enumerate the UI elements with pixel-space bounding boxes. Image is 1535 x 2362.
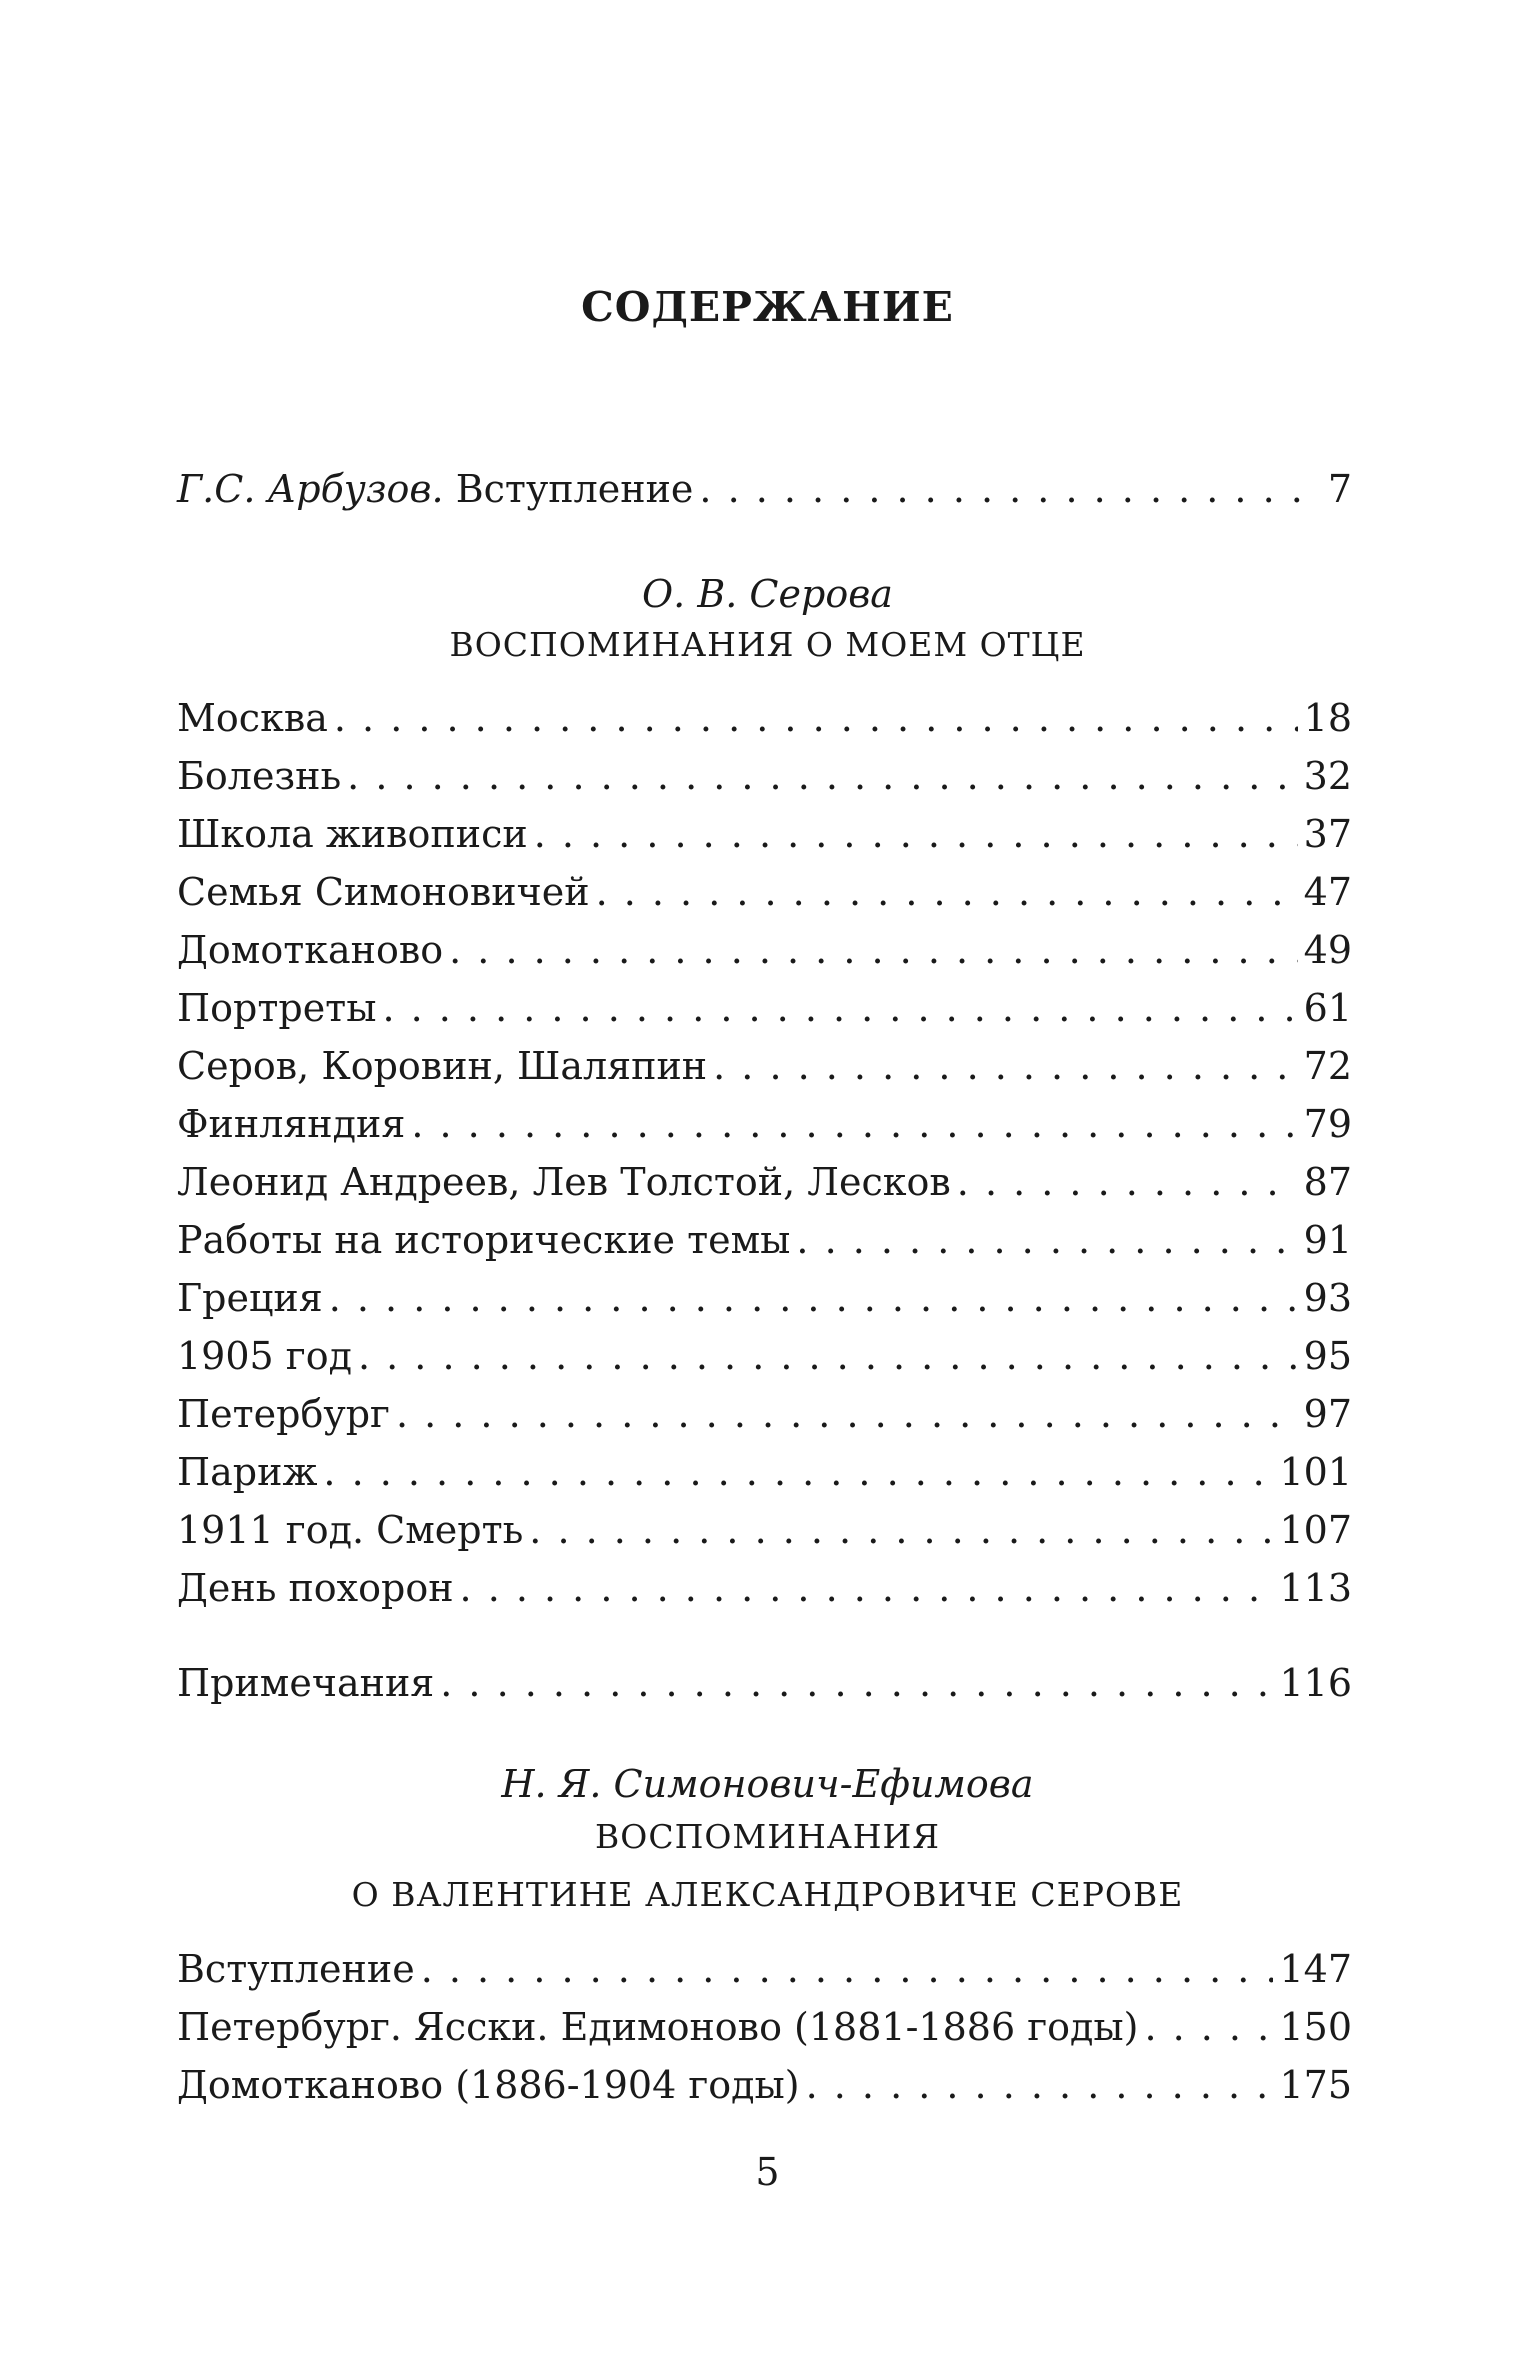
- dot-leader: [957, 1159, 1298, 1205]
- toc-entry: [177, 1333, 1352, 1379]
- toc-entry-label: Вступление: [177, 1947, 415, 1991]
- toc-entry-label: Домотканово: [177, 928, 444, 972]
- toc-entry-label: Финляндия: [177, 1102, 406, 1146]
- toc-entry-label: Греция: [177, 1276, 323, 1320]
- dot-leader: [699, 466, 1321, 512]
- toc-entry-page: 49: [1303, 928, 1352, 972]
- dot-leader: [421, 1946, 1274, 1992]
- toc-entry-label: Москва: [177, 696, 328, 740]
- dot-leader: [411, 1101, 1297, 1147]
- dot-leader: [440, 1660, 1273, 1706]
- toc-entry-page: 32: [1303, 754, 1352, 798]
- toc-entry: [177, 1217, 1352, 1263]
- dot-leader: [382, 985, 1297, 1031]
- toc-entry-label: Работы на исторические темы: [177, 1218, 791, 1262]
- toc-entry-page: 93: [1303, 1276, 1352, 1320]
- toc-entry-page: 18: [1303, 696, 1352, 740]
- dot-leader: [358, 1333, 1298, 1379]
- toc-entry: [177, 2004, 1352, 2050]
- toc-entry: [177, 695, 1352, 741]
- toc-entry: [177, 1565, 1352, 1611]
- toc-entry: [177, 1507, 1352, 1553]
- dot-leader: [334, 695, 1298, 741]
- toc-entry: [177, 1043, 1352, 1089]
- dot-leader: [396, 1391, 1298, 1437]
- dot-leader: [796, 1217, 1297, 1263]
- toc-entry-label: Семья Симоновичей: [177, 870, 590, 914]
- dot-leader: [596, 869, 1298, 915]
- toc-entry-label: 1905 год: [177, 1334, 352, 1378]
- toc-entry: [177, 1159, 1352, 1205]
- toc-entry-page: 107: [1279, 1508, 1352, 1552]
- dot-leader: [806, 2062, 1274, 2108]
- toc-entry: [177, 985, 1352, 1031]
- toc-entry-label: Г.С. Арбузов. Вступление: [177, 467, 694, 511]
- toc-entry-page: 147: [1279, 1947, 1352, 1991]
- toc-entry-page: 150: [1279, 2005, 1352, 2049]
- toc-entry-page: 7: [1327, 467, 1352, 511]
- dot-leader: [534, 811, 1298, 857]
- toc-entry: [177, 753, 1352, 799]
- toc-entry-label: Школа живописи: [177, 812, 528, 856]
- toc-entry-page: 87: [1303, 1160, 1352, 1204]
- section-heading: ВОСПОМИНАНИЯ О МОЕМ ОТЦЕ: [449, 625, 1086, 664]
- toc-entry: [177, 811, 1352, 857]
- section-heading: ВОСПОМИНАНИЯ: [595, 1817, 940, 1856]
- toc-entry-page: 116: [1279, 1661, 1352, 1705]
- toc-entry-page: 37: [1303, 812, 1352, 856]
- page-title: СОДЕРЖАНИЕ: [581, 283, 954, 331]
- section-author: О. В. Серова: [642, 572, 893, 616]
- toc-entry-label: Болезнь: [177, 754, 342, 798]
- toc-entry-page: 72: [1303, 1044, 1352, 1088]
- toc-entry-label: Париж: [177, 1450, 318, 1494]
- page-number: 5: [755, 2150, 780, 2194]
- toc-entry-page: 95: [1303, 1334, 1352, 1378]
- dot-leader: [323, 1449, 1273, 1495]
- toc-entry-label: Домотканово (1886-1904 годы): [177, 2063, 800, 2107]
- section-author: Н. Я. Симонович-Ефимова: [501, 1762, 1034, 1806]
- toc-entry-label: 1911 год. Смерть: [177, 1508, 524, 1552]
- dot-leader: [329, 1275, 1298, 1321]
- dot-leader: [449, 927, 1298, 973]
- toc-entry: [177, 869, 1352, 915]
- toc-entry-page: 47: [1303, 870, 1352, 914]
- toc-entry: [177, 1101, 1352, 1147]
- toc-entry-label: Портреты: [177, 986, 377, 1030]
- toc-entry-page: 175: [1279, 2063, 1352, 2107]
- toc-entry-page: 61: [1303, 986, 1352, 1030]
- dot-leader: [529, 1507, 1273, 1553]
- toc-entry-intro: [177, 466, 1352, 512]
- toc-entry: [177, 1275, 1352, 1321]
- dot-leader: [1144, 2004, 1273, 2050]
- toc-entry-label: День похорон: [177, 1566, 454, 1610]
- toc-entry-label: Примечания: [177, 1661, 435, 1705]
- toc-entry: [177, 1946, 1352, 1992]
- toc-entry-label: Леонид Андреев, Лев Толстой, Лесков: [177, 1160, 951, 1204]
- toc-entry-page: 91: [1303, 1218, 1352, 1262]
- toc-entry-page: 113: [1279, 1566, 1352, 1610]
- section-heading-subtitle: О ВАЛЕНТИНЕ АЛЕКСАНДРОВИЧЕ СЕРОВЕ: [351, 1875, 1184, 1914]
- dot-leader: [713, 1043, 1298, 1089]
- toc-entry-notes: [177, 1660, 1352, 1706]
- toc-entry-label: Петербург. Ясски. Едимоново (1881-1886 годы): [177, 2005, 1139, 2049]
- dot-leader: [460, 1565, 1274, 1611]
- toc-entry-page: 101: [1279, 1450, 1352, 1494]
- dot-leader: [347, 753, 1297, 799]
- toc-entry-page: 79: [1303, 1102, 1352, 1146]
- toc-entry: [177, 927, 1352, 973]
- toc-entry-label: Серов, Коровин, Шаляпин: [177, 1044, 708, 1088]
- toc-entry: [177, 2062, 1352, 2108]
- toc-entry-author: Г.С. Арбузов.: [177, 467, 444, 511]
- toc-entry-label: Петербург: [177, 1392, 390, 1436]
- toc-entry-page: 97: [1303, 1392, 1352, 1436]
- toc-entry: [177, 1391, 1352, 1437]
- toc-entry: [177, 1449, 1352, 1495]
